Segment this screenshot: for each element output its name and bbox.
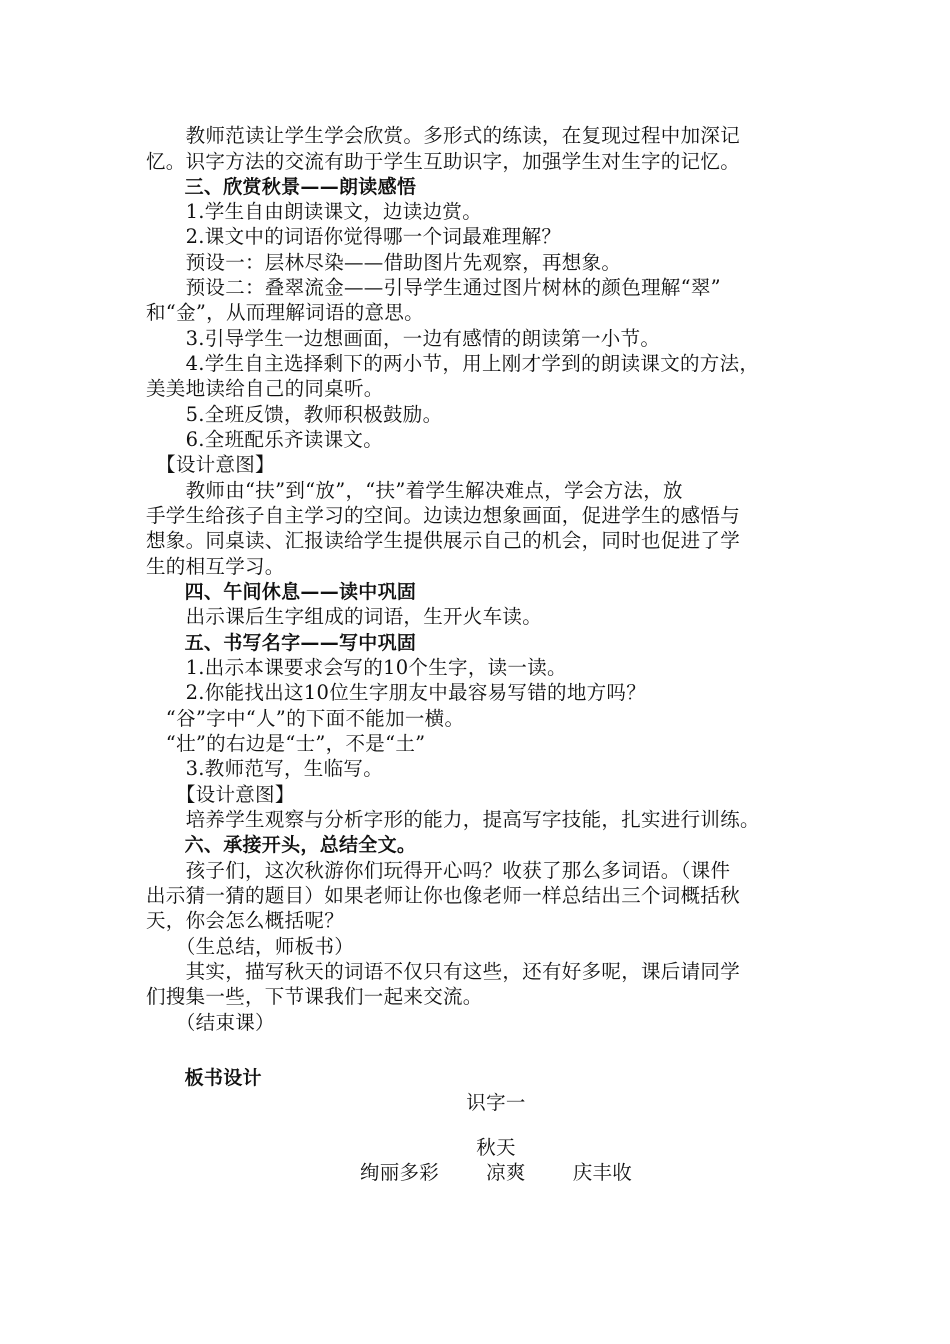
paragraph-line: 2.你能找出这10位生字朋友中最容易写错的地方吗？ [146,681,647,704]
board-subtitle: 秋天 [476,1136,516,1159]
paragraph-line: 1.出示本课要求会写的10个生字，读一读。 [146,656,567,679]
design-intent-label: 【设计意图】 [146,783,295,806]
paragraph-line: 和“金”，从而理解词语的意思。 [146,301,424,324]
paragraph-line: 1.学生自由朗读课文，边读边赏。 [146,200,483,223]
board-word: 凉爽 [486,1161,526,1184]
paragraph-line: 培养学生观察与分析字形的能力，提高写字技能，扎实进行训练。 [146,808,760,831]
paragraph-line: 出示猜一猜的题目）如果老师让你也像老师一样总结出三个词概括秋 [146,884,741,907]
board-words [146,1161,846,1185]
paragraph-line: 教师由“扶”到“放”，“扶”着学生解决难点，学会方法，放 [146,479,683,502]
paragraph-line: 其实，描写秋天的词语不仅只有这些，还有好多呢，课后请同学 [146,960,741,983]
section-heading: 五、书写名字——写中巩固 [146,632,417,654]
paragraph-line: 手学生给孩子自主学习的空间。边读边想象画面，促进学生的感悟与 [146,504,741,527]
board-word: 庆丰收 [572,1161,633,1184]
paragraph-line: 3.教师范写，生临写。 [146,757,384,780]
board-design-heading: 板书设计 [146,1067,262,1089]
paragraph-line: 想象。同桌读、汇报读给学生提供展示自己的机会，同时也促进了学 [146,529,741,552]
paragraph-line: “壮”的右边是“士”，不是“土” [146,732,426,755]
paragraph-line: （结束课） [146,1011,275,1034]
section-heading: 三、欣赏秋景——朗读感悟 [146,176,417,198]
design-intent-label: 【设计意图】 [146,453,275,476]
paragraph-line: （生总结，师板书） [146,935,355,958]
paragraph-line: 出示课后生字组成的词语，生开火车读。 [146,605,543,628]
paragraph-line: 2.课文中的词语你觉得哪一个词最难理解？ [146,225,562,248]
board-title: 识字一 [466,1091,526,1114]
paragraph-line: 5.全班反馈，教师积极鼓励。 [146,403,443,426]
paragraph-line: 预设一：层林尽染——借助图片先观察，再想象。 [146,251,622,274]
paragraph-line: 美美地读给自己的同桌听。 [146,377,384,400]
paragraph-line: 3.引导学生一边想画面，一边有感情的朗读第一小节。 [146,327,661,350]
paragraph-line: 忆。识字方法的交流有助于学生互助识字，加强学生对生字的记忆。 [146,150,741,173]
paragraph-line: 教师范读让学生学会欣赏。多形式的练读，在复现过程中加深记 [146,124,741,147]
section-heading: 六、承接开头，总结全文。 [146,834,417,856]
paragraph-line: 预设二：叠翠流金——引导学生通过图片树林的颜色理解“翠” [146,276,721,299]
board-word: 绚丽多彩 [359,1161,440,1184]
paragraph-line: 们搜集一些，下节课我们一起来交流。 [146,985,483,1008]
paragraph-line: 孩子们，这次秋游你们玩得开心吗？收获了那么多词语。（课件 [146,859,731,882]
paragraph-line: 天，你会怎么概括呢？ [146,909,345,932]
paragraph-line: 6.全班配乐齐读课文。 [146,428,384,451]
paragraph-line: 生的相互学习。 [146,555,285,578]
section-heading: 四、午间休息——读中巩固 [146,581,417,603]
paragraph-line: 4.学生自主选择剩下的两小节，用上刚才学到的朗读课文的方法， [146,352,760,375]
paragraph-line: “谷”字中“人”的下面不能加一横。 [146,707,465,730]
